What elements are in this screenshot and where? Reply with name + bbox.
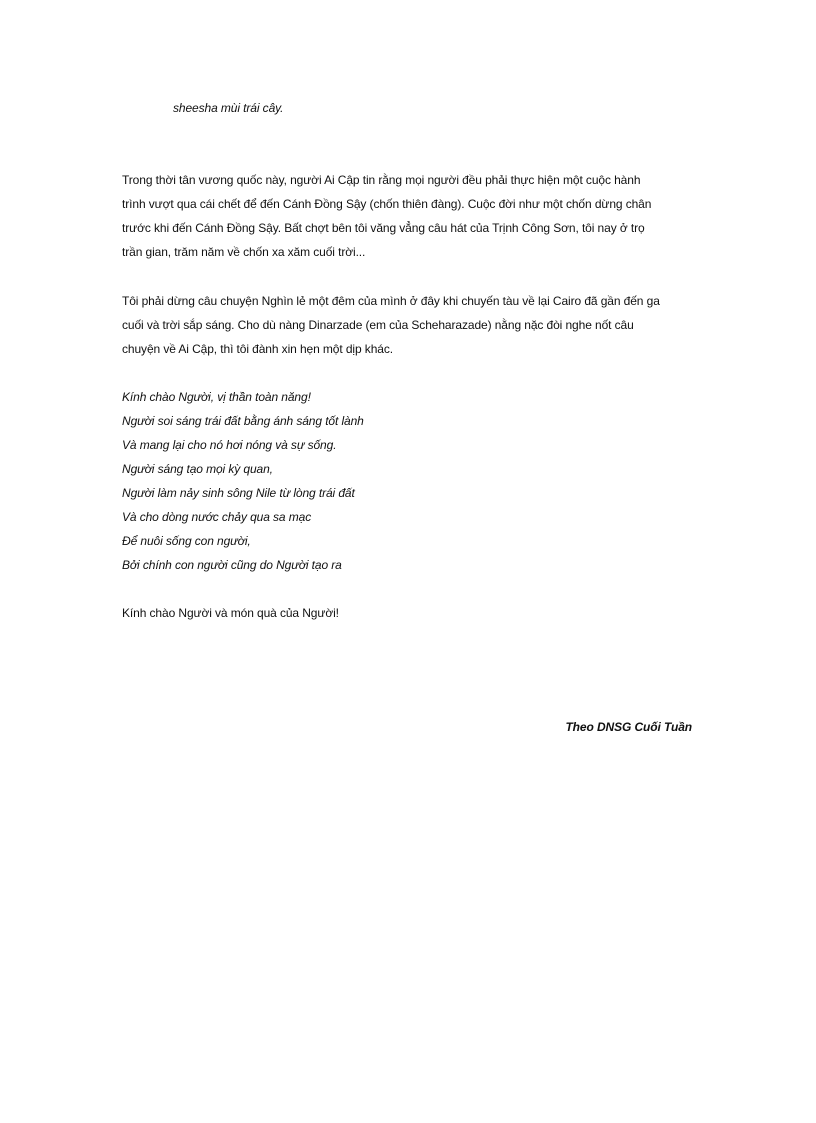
closing-line: Kính chào Người và món quà của Người! bbox=[122, 606, 339, 620]
paragraph-2-line: Tôi phải dừng câu chuyện Nghìn lẻ một đêm của mình ở đây khi chuyến tàu về lại Cairo đã gần đến ga bbox=[122, 294, 660, 308]
poem-line: Bởi chính con người cũng do Người tạo ra bbox=[122, 558, 342, 572]
poem-line: Và cho dòng nước chảy qua sa mạc bbox=[122, 510, 312, 524]
source-credit: Theo DNSG Cuối Tuần bbox=[565, 720, 692, 734]
poem-line: Người làm nảy sinh sông Nile từ lòng trái đất bbox=[122, 486, 355, 500]
paragraph-1-line: trần gian, trăm năm về chốn xa xăm cuối trời... bbox=[122, 245, 366, 259]
poem-line: Để nuôi sống con người, bbox=[122, 534, 251, 548]
paragraph-1-line: trình vượt qua cái chết để đến Cánh Đồng Sậy (chốn thiên đàng). Cuộc đời như một chốn dừng chân bbox=[122, 197, 652, 211]
poem-line: Kính chào Người, vị thần toàn năng! bbox=[122, 390, 311, 404]
paragraph-2-line: cuối và trời sắp sáng. Cho dù nàng Dinarzade (em của Scheharazade) nằng nặc đòi nghe nốt câu bbox=[122, 318, 634, 332]
poem-line: Người sáng tạo mọi kỳ quan, bbox=[122, 462, 273, 476]
paragraph-1-line: Trong thời tân vương quốc này, người Ai Cập tin rằng mọi người đều phải thực hiện một cuộc hành bbox=[122, 173, 641, 187]
paragraph-2-line: chuyện về Ai Cập, thì tôi đành xin hẹn một dịp khác. bbox=[122, 342, 393, 356]
poem-line: Người soi sáng trái đất bằng ánh sáng tốt lành bbox=[122, 414, 364, 428]
paragraph-1-line: trước khi đến Cánh Đồng Sậy. Bất chợt bên tôi văng vẳng câu hát của Trịnh Công Sơn, tôi nay ở trọ bbox=[122, 221, 645, 235]
poem-line: Và mang lại cho nó hơi nóng và sự sống. bbox=[122, 438, 337, 452]
top-fragment-line: sheesha mùi trái cây. bbox=[173, 101, 284, 115]
